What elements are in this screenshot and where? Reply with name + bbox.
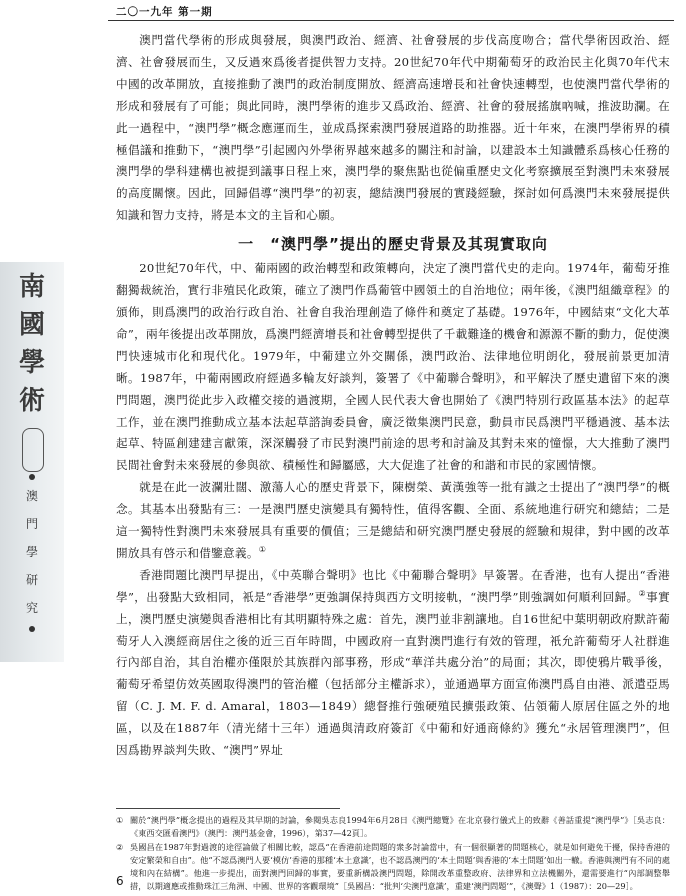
paragraph-origin (116, 477, 670, 565)
side-journal-char: 學 (25, 545, 38, 559)
paragraph-hongkong-text-cont: 事實上，澳門歷史演變與香港相比有其明顯特殊之處：首先，澳門並非割讓地。自16世紀中葉明朝政府默許葡萄牙人入澳經商居住之後的近三百年時間，中國政府一直對澳門進行有效的管理，衹允許葡萄牙人社群進行內部自治，其自治權亦僅限於其族群內部事務，形成“華洋共處分治”的局面；其次，即使鴉片戰爭後，葡萄牙希望仿效英國取得澳門的管治權（包括部分主權訴求），並通過單方面宣佈澳門爲自由港、派遣亞馬留（C. J. M. F. d. Amaral，1803—1849）總督推行強硬殖民擴張政策、佔領葡人原居住區之外的地區，以及在1887年（清光緒十三年）通過與清政府簽訂《中葡和好通商條約》獲允“永居管理澳門”，但因爲勘界談判失敗、“澳門”界址 (116, 589, 670, 758)
footnote-text: 關於“澳門學”概念提出的過程及其早期的討論，參閱吳志良1994年6月28日《澳門總覽》在北京發行儀式上的致辭《善話重提“澳門學”》［吳志良：《東西交匯看澳門》（澳門：澳門基金會，1996），第37—42頁］。 (130, 815, 670, 838)
page-number: 6 (116, 874, 124, 888)
paragraph-origin-text: 就是在此一波瀾壯闊、激蕩人心的歷史背景下，陳樹榮、黃漢強等一批有識之士提出了“澳門學”的概念。其基本出發點有三：一是澳門歷史演變具有獨特性，值得客觀、全面、系統地進行研究和總結；二是這一獨特性對澳門未來發展具有重要的價值；三是總結和研究澳門歷史發展的經驗和規律，對中國的改革開放具有啓示和借鑒意義。 (116, 480, 670, 560)
side-title-char: 國 (18, 310, 45, 340)
footnote-ref[interactable]: ① (258, 545, 267, 555)
article-body (116, 30, 670, 762)
footnote (116, 841, 670, 893)
side-journal-char: 研 (25, 573, 38, 587)
side-journal-name (22, 482, 42, 622)
paragraph-hongkong-text: 香港問題比澳門早提出，《中英聯合聲明》也比《中葡聯合聲明》早簽署。在香港，也有人提出“香港學”，出發點大致相同，衹是“香港學”更強調保持與西方文明接軌，“澳門學”則強調如何順利回歸。 (116, 567, 670, 604)
side-title (14, 268, 50, 420)
footnote-mark: ① (116, 815, 124, 825)
footnotes (116, 814, 670, 894)
side-journal-char: 門 (25, 517, 38, 531)
running-header: 二〇一九年 第一期 (116, 6, 213, 18)
paragraph-hongkong (116, 565, 670, 762)
bullet-dot-icon (29, 626, 35, 632)
footnote-text: 吳國昌在1987年對過渡的途徑論做了相關比較，認爲“在香港前途問題的衆多討論當中，有一個很顯著的問題核心，就是如何避免干擾，保持香港的安定繁榮和自由”。他“不認爲澳門人要‘模仿’香港的那種‘本土意識’，也不認爲澳門的‘本土問題’與香港的‘本土問題’如出一轍。香港與澳門有不同的處境和內在結構”。他進一步提出，面對澳門回歸的事實，要重新構設澳門問題，除開改革重整政府、法律界和立法機關外，還需要進行“內部調整舉措，以期適應或推動珠江三角洲、中國、世界的客觀環境”［吳國昌：“批判‘尖澳門意識’，重建‘澳門問題’”，《澳聲》1（1987）：20—29］。 (130, 842, 670, 891)
footnote-rule (116, 808, 340, 809)
footnote-ref[interactable]: ② (638, 588, 647, 598)
bullet-dot-icon (29, 474, 35, 480)
paragraph-intro: 澳門當代學術的形成與發展，與澳門政治、經濟、社會發展的步伐高度吻合；當代學術因政治、經濟、社會發展而生，又反過來爲後者提供智力支持。20世紀70年代中期葡萄牙的政治民主化與70年代末中國的改革開放，直接推動了澳門的政治制度開放、經濟高速增長和社會快速轉型，也使澳門當代學術的形成和發展有了可能；與此同時，澳門學術的進步又爲政治、經濟、社會的發展搖旗吶喊，推波助瀾。在此一過程中，“澳門學”概念應運而生，並成爲探索澳門發展道路的助推器。近十年來，在澳門學術界的積極倡議和推動下，“澳門學”引起國內外學術界越來越多的關注和討論，以建設本土知識體系爲核心任務的澳門學的學科建構也被提到議事日程上來，澳門學的聚焦點也從偏重歷史文化考察擴展至對澳門未來發展的高度關懷。因此，回歸倡導“澳門學”的初衷，總結澳門發展的實踐經驗，探討如何爲澳門未來發展提供知識和智力支持，將是本文的主旨和心願。 (116, 33, 670, 223)
section-heading: 一 “澳門學”提出的歷史背景及其現實取向 (238, 235, 548, 254)
side-title-char: 學 (18, 348, 45, 378)
footnote-mark: ② (116, 842, 124, 852)
header-rule (108, 20, 674, 21)
seal-icon (22, 428, 44, 472)
side-title-char: 南 (18, 272, 45, 302)
footnote (116, 814, 670, 840)
side-title-char: 術 (18, 386, 45, 416)
side-journal-char: 究 (25, 601, 38, 615)
side-journal-char: 澳 (25, 489, 38, 503)
paragraph-background: 20世紀70年代，中、葡兩國的政治轉型和政策轉向，決定了澳門當代史的走向。1974年，葡萄牙推翻獨裁統治，實行非殖民化政策，確立了澳門作爲葡管中國領土的自治地位；兩年後，《澳門組織章程》的頒佈，則爲澳門的政治行政自治、社會自我治理創造了條件和奠定了基礎。1976年，中國結束“文化大革命”，兩年後提出改革開放，爲澳門經濟增長和社會轉型提供了千載難逢的機會和源源不斷的動力，促使澳門快速城市化和現代化。1979年，中葡建立外交關係，澳門政治、法律地位明朗化，發展前景更加清晰。1987年，中葡兩國政府經過多輪友好談判，簽署了《中葡聯合聲明》，和平解決了歷史遺留下來的澳門問題，澳門從此步入政權交接的過渡期，全國人民代表大會也開始了《澳門特別行政區基本法》的起草工作，並在澳門推動成立基本法起草諮詢委員會，廣泛徵集澳門民意，動員市民爲澳門平穩過渡、基本法起草、特區創建建言獻策，深深觸發了市民對澳門前途的思考和討論及其對未來的憧憬，大大推動了澳門民間社會對未來發展的參與欲、積極性和歸屬感，大大促進了社會的和諧和市民的家國情懷。 (116, 261, 670, 473)
